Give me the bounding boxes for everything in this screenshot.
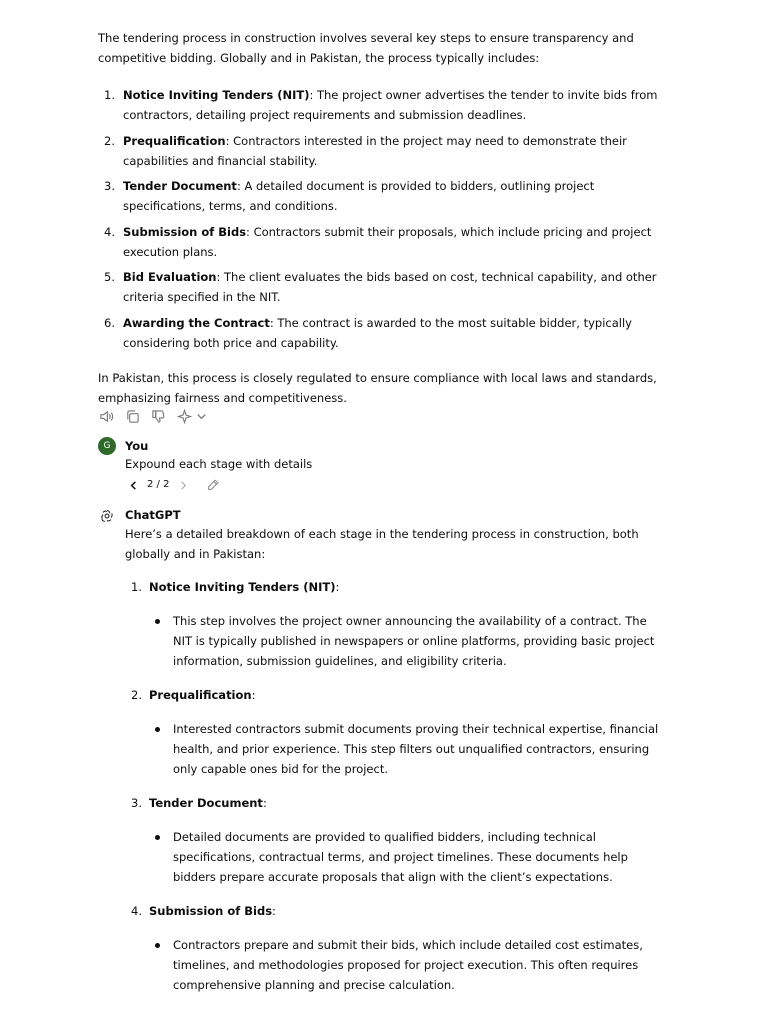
chevron-left-icon <box>128 480 139 491</box>
steps-list <box>98 85 658 353</box>
step-title: Tender Document <box>123 179 237 194</box>
list-item <box>98 85 658 125</box>
list-item <box>98 267 658 307</box>
stage-number: 1. <box>131 580 142 594</box>
previous-response-button[interactable] <box>126 477 140 493</box>
pager-label: 2 / 2 <box>147 479 170 490</box>
pencil-icon <box>206 478 220 492</box>
user-name: You <box>125 439 149 453</box>
stage-title: Prequalification <box>149 688 252 702</box>
message-actions <box>98 405 210 427</box>
list-item <box>98 313 658 353</box>
next-response-button[interactable] <box>176 477 190 493</box>
bullet-dot <box>155 943 160 948</box>
step-number: 5. <box>104 270 115 285</box>
list-item <box>98 131 658 171</box>
step-number: 4. <box>104 224 115 239</box>
step-title: Bid Evaluation <box>123 270 217 285</box>
stage-title: Notice Inviting Tenders (NIT) <box>149 580 336 594</box>
step-text: : The client evaluates the bids based on cost, technical capability, and other criteria specified in the NIT. <box>123 270 657 305</box>
stage-detail: Interested contractors submit documents proving their technical expertise, financial health, and prior experience. This step filters out unqualified contractors, ensuring only capable ones bid for the project. <box>173 722 659 776</box>
answer-closing: In Pakistan, this process is closely regulated to ensure compliance with local laws and standards, emphasizing fairness and competitiveness. <box>98 370 657 405</box>
stage-number: 3. <box>131 796 142 810</box>
list-item <box>131 827 668 887</box>
step-title: Submission of Bids <box>123 224 247 239</box>
user-message-text: Expound each stage with details <box>125 457 313 471</box>
list-item <box>131 719 668 779</box>
stage-detail: Detailed documents are provided to qualified bidders, including technical specifications, contractual terms, and project timelines. These documents help bidders prepare accurate proposals that align with the client’s expectations. <box>173 830 628 884</box>
step-number: 2. <box>104 133 115 148</box>
step-text: : The contract is awarded to the most suitable bidder, typically considering both price and capability. <box>123 315 632 350</box>
stage-number: 4. <box>131 904 142 918</box>
stage-title: Submission of Bids <box>149 904 273 918</box>
assistant-name: ChatGPT <box>125 508 181 522</box>
chevron-right-icon <box>178 480 189 491</box>
stage-suffix: : <box>272 904 276 918</box>
list-item <box>98 176 658 216</box>
stage-heading <box>131 793 661 813</box>
bullet-dot <box>155 835 160 840</box>
speaker-icon[interactable] <box>98 408 115 425</box>
chatgpt-logo-icon <box>100 509 114 523</box>
thumbs-down-icon[interactable] <box>150 408 167 425</box>
stage-suffix: : <box>335 580 340 594</box>
step-title: Prequalification <box>123 133 226 148</box>
edit-message-button[interactable] <box>205 477 221 493</box>
bullet-dot <box>155 619 160 624</box>
sparkle-icon[interactable] <box>176 408 193 425</box>
answer-intro: The tendering process in construction involves several key steps to ensure transparency and competitive bidding. Globally and in Pakistan, the process typically includes: <box>98 31 634 65</box>
stage-suffix: : <box>251 688 256 702</box>
copy-icon[interactable] <box>124 408 141 425</box>
step-text: : Contractors submit their proposals, which include pricing and project execution plans. <box>123 224 652 259</box>
step-title: Notice Inviting Tenders (NIT) <box>123 88 310 102</box>
step-text: : A detailed document is provided to bidders, outlining project specifications, terms, and conditions. <box>123 179 595 214</box>
stage-detail: Contractors prepare and submit their bids, which include detailed cost estimates, timelines, and methodologies proposed for project execution. This often requires comprehensive planning and precise calculation. <box>173 938 643 992</box>
stage-heading <box>131 685 661 705</box>
list-item <box>98 222 658 262</box>
list-item <box>131 935 668 995</box>
avatar: G <box>98 437 116 455</box>
stage-section <box>131 793 661 887</box>
stage-section <box>131 685 661 779</box>
step-number: 1. <box>104 88 115 102</box>
chevron-down-icon[interactable] <box>193 408 210 425</box>
step-text: : The project owner advertises the tender to invite bids from contractors, detailing project requirements and submission deadlines. <box>123 88 658 122</box>
assistant-intro: Here’s a detailed breakdown of each stage in the tendering process in construction, both globally and in Pakistan: <box>125 527 639 561</box>
stage-detail: This step involves the project owner announcing the availability of a contract. The NIT is typically published in newspapers or online platforms, providing basic project information, submission guidelines, and eligibility criteria. <box>173 614 655 668</box>
step-title: Awarding the Contract <box>123 315 270 330</box>
step-number: 3. <box>104 179 115 194</box>
stage-number: 2. <box>131 688 142 702</box>
step-number: 6. <box>104 315 115 330</box>
stage-heading <box>131 577 661 597</box>
step-text: : Contractors interested in the project may need to demonstrate their capabilities and financial stability. <box>123 133 627 168</box>
stage-section <box>131 577 661 671</box>
stage-heading <box>131 901 661 921</box>
stage-suffix: : <box>262 796 267 810</box>
stage-title: Tender Document <box>149 796 263 810</box>
list-item <box>131 611 668 671</box>
previous-assistant-answer <box>98 28 658 408</box>
bullet-dot <box>155 727 160 732</box>
response-pager <box>126 475 221 495</box>
stage-section <box>131 901 661 995</box>
